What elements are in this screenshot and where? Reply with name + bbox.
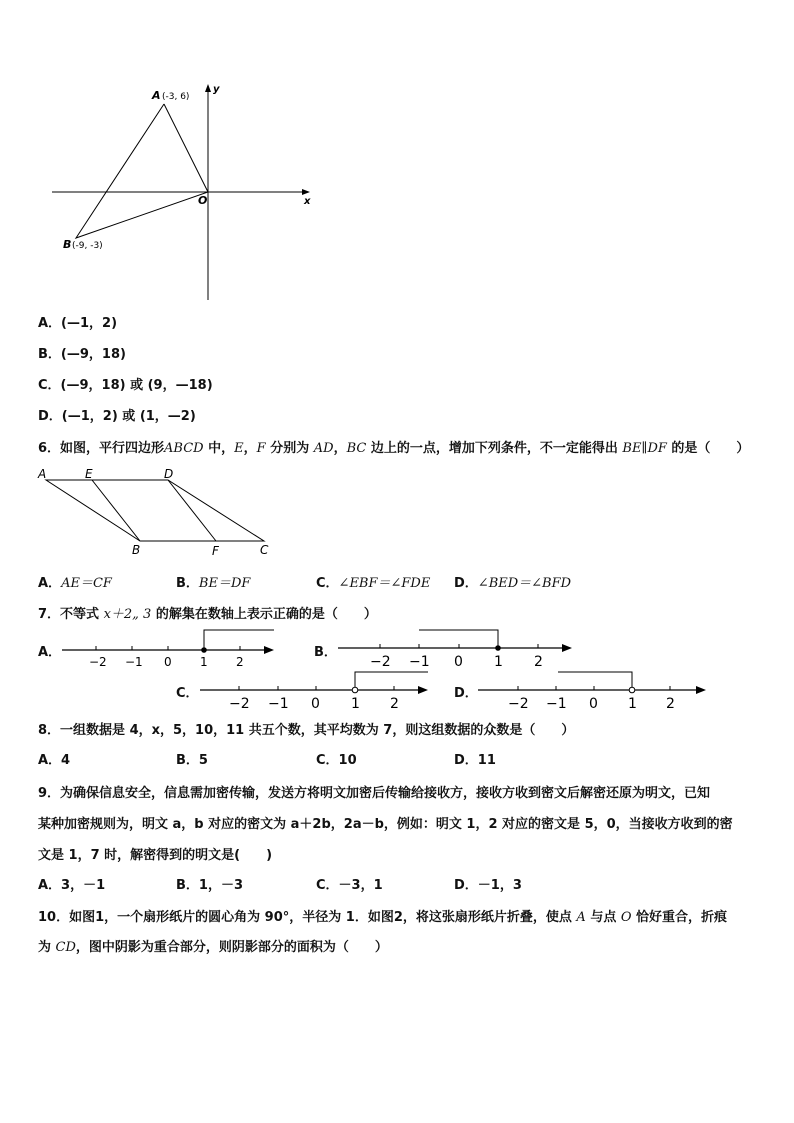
svg-text:1: 1: [351, 696, 360, 712]
q5-option-a: A．(—1，2): [38, 316, 118, 331]
origin-label: O: [198, 194, 208, 207]
q9-stem-line-3: 文是 1，7 时，解密得到的明文是( ): [38, 848, 273, 863]
svg-text:−2: −2: [89, 655, 107, 669]
q6-parallelogram-figure: [36, 464, 286, 564]
label-f: F: [212, 544, 219, 558]
svg-text:2: 2: [534, 654, 543, 670]
x-axis-label: x: [304, 196, 311, 207]
svg-text:−2: −2: [229, 696, 250, 712]
q7-number-line-c: [196, 668, 436, 712]
q9-option-c: C．－3，1: [316, 878, 383, 893]
q10-stem-line-2: 为 CD，图中阴影为重合部分，则阴影部分的面积为（ ）: [38, 940, 388, 955]
q6-option-d: D．∠BED＝∠BFD: [454, 576, 572, 591]
hollow-dot: [629, 687, 635, 693]
q9-option-a: A．3，－1: [38, 878, 106, 893]
svg-text:0: 0: [311, 696, 320, 712]
svg-text:−1: −1: [268, 696, 289, 712]
q6-stem: 6．如图，平行四边形ABCD 中，E，F 分别为 AD，BC 边上的一点，增加下列条件，不一定能得出 BE∥DF 的是（ ）: [38, 441, 750, 456]
point-b-label: B: [63, 238, 72, 251]
svg-text:1: 1: [494, 654, 503, 670]
label-d: D: [164, 467, 174, 481]
q7-number-line-a: [58, 626, 278, 670]
q7-option-a-key: A．: [38, 645, 62, 660]
q9-stem-line-2: 某种加密规则为，明文 a，b 对应的密文为 a＋2b，2a－b，例如：明文 1，2 对应的密文是 5，0，当接收方收到的密: [38, 817, 733, 832]
q9-stem-line-1: 9．为确保信息安全，信息需加密传输，发送方将明文加密后传输给接收方，接收方收到密文后解密还原为明文，已知: [38, 786, 711, 801]
label-a: A: [38, 467, 47, 481]
svg-text:−1: −1: [546, 696, 567, 712]
svg-text:2: 2: [390, 696, 399, 712]
svg-text:1: 1: [628, 696, 637, 712]
segment-be: [92, 480, 140, 541]
x-axis-arrow: [302, 189, 310, 195]
q8-option-b: B．5: [176, 753, 208, 768]
q6-option-b: B．BE＝DF: [176, 576, 251, 591]
q5-option-d: D．(—1，2) 或 (1，—2): [38, 409, 196, 424]
point-b-coord: (-9, -3): [72, 241, 103, 251]
svg-text:−1: −1: [409, 654, 430, 670]
segment-df: [168, 480, 216, 541]
q8-option-c: C．10: [316, 753, 357, 768]
svg-text:2: 2: [236, 655, 244, 669]
q8-option-a: A．4: [38, 753, 71, 768]
triangle-aob: [76, 104, 208, 238]
q5-coordinate-figure: [40, 78, 330, 308]
q7-option-b-key: B．: [314, 645, 337, 660]
q8-stem: 8．一组数据是 4，x，5，10，11 共五个数，其平均数为 7，则这组数据的众数是（ ）: [38, 723, 575, 738]
svg-text:0: 0: [589, 696, 598, 712]
q6-option-a: A．AE＝CF: [38, 576, 112, 591]
point-a-label: A: [152, 89, 161, 102]
q8-option-d: D．11: [454, 753, 496, 768]
parallelogram-abcd: [46, 480, 264, 541]
q7-number-line-d: [474, 668, 714, 712]
svg-text:0: 0: [164, 655, 172, 669]
q7-option-c-key: C．: [176, 686, 199, 701]
q5-option-b: B．(—9，18): [38, 347, 126, 362]
q9-option-b: B．1，－3: [176, 878, 243, 893]
q7-stem: 7．不等式 x＋2„ 3 的解集在数轴上表示正确的是（ ）: [38, 607, 377, 622]
label-b: B: [132, 543, 141, 557]
y-axis-label: y: [213, 84, 220, 95]
q5-option-c: C．(—9，18) 或 (9，—18): [38, 378, 213, 393]
q9-option-d: D．－1，3: [454, 878, 522, 893]
label-e: E: [85, 467, 93, 481]
y-axis-arrow: [205, 84, 211, 92]
svg-text:0: 0: [454, 654, 463, 670]
label-c: C: [260, 543, 269, 557]
q10-stem-line-1: 10．如图1，一个扇形纸片的圆心角为 90°，半径为 1．如图2，将这张扇形纸片折叠，使点 A 与点 O 恰好重合，折痕: [38, 910, 728, 925]
svg-text:2: 2: [666, 696, 675, 712]
point-a-coord: (-3, 6): [162, 92, 190, 102]
hollow-dot: [352, 687, 358, 693]
q7-number-line-b: [334, 626, 584, 670]
svg-text:−2: −2: [370, 654, 391, 670]
svg-text:−2: −2: [508, 696, 529, 712]
svg-text:−1: −1: [125, 655, 143, 669]
q6-option-c: C．∠EBF＝∠FDE: [316, 576, 431, 591]
q7-option-d-key: D．: [454, 686, 478, 701]
svg-text:1: 1: [200, 655, 208, 669]
